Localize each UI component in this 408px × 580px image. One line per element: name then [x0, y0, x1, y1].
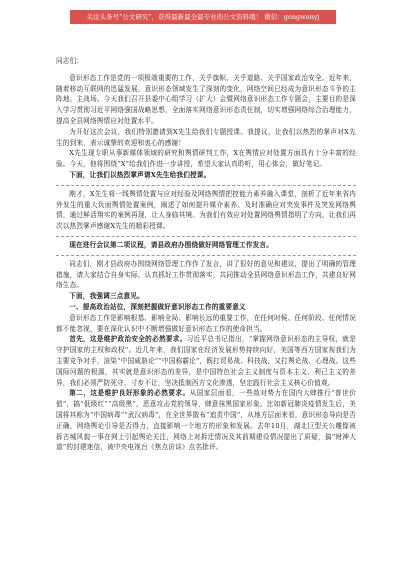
paragraph-text: 为开好这次会议，我们特别邀请到X先生给我们专题授课。我提议，让我们以热烈的掌声对X先生的到来，表示诚挚的欢迎和衷心的感谢！ — [56, 127, 356, 147]
paragraph-text: 刚才，X先生将一线舆情处置与应对经验及网络舆情把控能力素养融入课堂，剖析了近年来省内外发生的重大负面舆情处置案例，阐述了如何提升媒介素养、及时准确应对突发事件及突发网络舆情，通过鲜活翔实的案例再现，让人身临其境。为我们有效应对处置网络舆情指明了方向，让我们再次以热烈掌声感谢X先生的精彩授课。 — [56, 189, 356, 231]
paragraph-lead: 下面，让我们以热烈掌声请X先生给我们授课。 — [69, 170, 211, 179]
dashed-divider — [56, 236, 356, 237]
paragraph — [56, 170, 356, 181]
paragraph — [56, 73, 356, 127]
paragraph-lead: 一、提高政治站位，深刻把握做好意识形态工作的重要意义 — [69, 302, 246, 311]
paragraph — [56, 388, 356, 453]
paragraph-text: 习近平总书记指出，“掌握网络意识形态的主导权，就是守护国家的主权和政权”。近几年来，我们国家在经济发展形势持续向好，美国等西方国家视我们为主要竞争对手，渲染“中国威胁论”“中国称霸论”，既打贸易战、科技战，又打舆论战、心理战。这些国际问题的根源，其实就是意识形态的差异，是中国特色社会主义制度与资本主义、利己主义的差异，我们必须严防死守，寸步不让，坚决抵制西方文化渗透，坚定践行社会主义核心价值观。 — [56, 335, 356, 387]
paragraph — [56, 259, 356, 291]
paragraph-text: 意识形态工作是党的一项极端重要的工作，关乎旗帜、关乎道路、关乎国家政治安全。近年来，随着移动互联网的迅猛发展，意识形态领域发生了深刻的变化，网络空间已经成为意识形态斗争的主阵地、主战场。今天我们召开县委中心组学习（扩大）会暨网络意识形态工作专题会，主要目的是深入学习贯彻习近平网络强国战略思想，全面落实网络意识形态责任制，切实增强网络综合治理能力，提高全县网络舆情应对处置水平。 — [56, 73, 356, 125]
paragraph — [56, 240, 356, 251]
dashed-divider — [56, 255, 356, 256]
paragraph-lead: 下面，我强调三点意见。 — [69, 292, 144, 301]
dashed-divider — [56, 185, 356, 186]
paragraph — [56, 313, 356, 335]
salutation: 同志们： — [56, 57, 84, 65]
paragraph-lead: 现在进行会议第二项议程，请县政府办围绕做好网络管理工作发言。 — [69, 240, 273, 249]
paragraph — [56, 189, 356, 232]
paragraph-text: 同志们，刚才县政府办围绕网络管理工作作了发言，讲了很好的意见和建议，提出了明确的管理措施，请大家结合自身实际，认真抓好工作贯彻落实，共同推动全县网络意识形态工作，共建良好网络生态。 — [56, 259, 356, 290]
paragraph — [56, 148, 356, 170]
paragraph-lead: 第二，这是维护良好形象的必然要求。 — [69, 389, 190, 398]
paragraph-list — [56, 73, 356, 453]
paragraph-text: 意识形态工作是影响根基、影响全局、影响长远的重要工作，在任何时候、任何阶段、任何情况都不能忽视，要在深化认识中不断增强做好意识形态工作的使命担当。 — [56, 313, 356, 333]
paragraph — [56, 291, 356, 302]
paragraph — [56, 127, 356, 149]
promo-banner: 关注头条号“公文研究”，获得最新最全最专业的公文资料哦！ 微信：gongwenyj — [70, 10, 336, 24]
paragraph-lead: 首先，这是维护政治安全的必然要求。 — [69, 335, 187, 344]
paragraph-text: 从国家层面看，一些敌对势力在国内大肆推行“普世价值”，搞“低级红”“高级黑”，恶意攻击党的领导，肆意抹黑国家形象。比如新冠肺炎疫情发生后，美国将其称为“中国病毒”“武汉病毒”，在全世界散布“追责中国”，从地方层面来看，意识形态导向是否正确，网络舆论引导是否得力，直接影响一个地方的形象和发展。去年10月，湖北巨型关公雕像被拆古城风貌一事在网上引起舆论关注，网络上对拆迁情况及其前期建设情况提出了质疑，搞“财神大道”的封建迷信，被中央电视台《焦点访谈》点名批评。 — [56, 389, 356, 452]
document-body — [56, 34, 356, 453]
paragraph-text: X先生现专职从事新媒体领域的研究和舆情研判工作，X在舆情应对处置方面具有十分丰富的经验。今天，他将围绕“X”给我们作进一步讲授，希望大家认真聆听，用心体会，做好笔记。 — [56, 149, 356, 169]
paragraph — [56, 302, 356, 313]
paragraph — [56, 334, 356, 388]
